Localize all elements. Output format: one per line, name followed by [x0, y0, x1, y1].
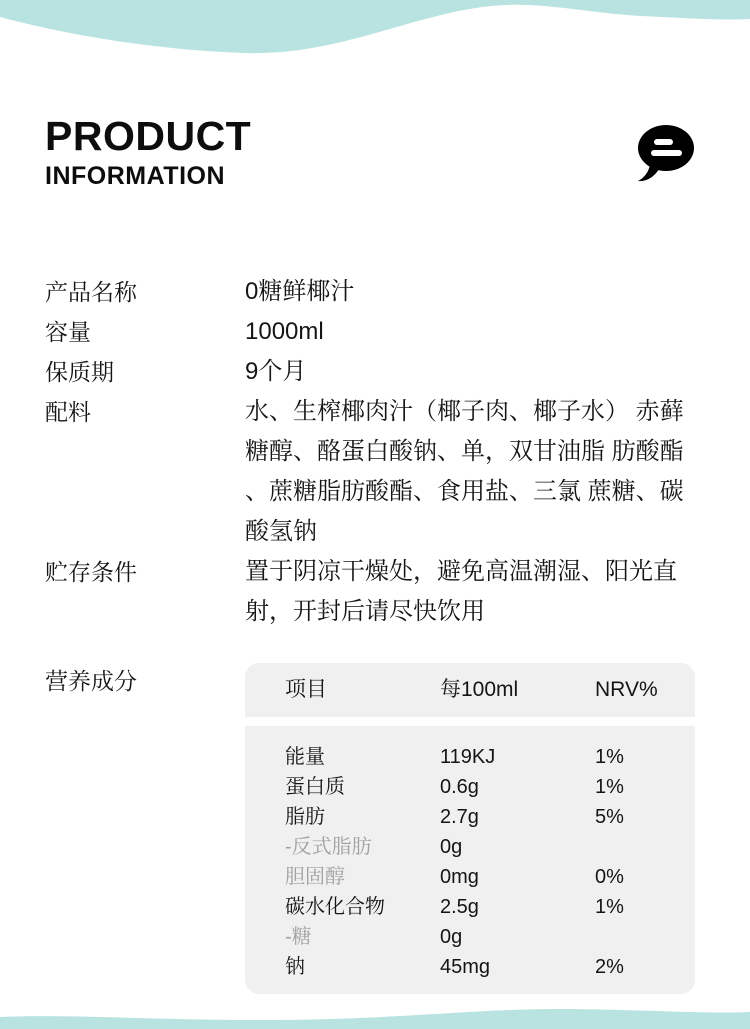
product-detail-row	[45, 352, 695, 392]
nutrition-item: 脂肪	[285, 806, 325, 828]
column-header-per100ml: 每100ml	[440, 678, 519, 701]
nutrition-row	[285, 862, 695, 892]
nutrition-row	[285, 832, 695, 862]
nutrition-item: 胆固醇	[285, 866, 345, 888]
nutrition-nrv	[595, 832, 695, 862]
nutrition-per100ml: 2.7g	[440, 806, 479, 828]
nutrition-table	[245, 663, 695, 994]
nutrition-nrv: 2%	[595, 956, 624, 978]
detail-label: 贮存条件	[45, 559, 137, 585]
nutrition-section	[45, 663, 695, 994]
nutrition-nrv	[595, 922, 695, 952]
nutrition-nrv: 1%	[595, 776, 624, 798]
nutrition-item: 蛋白质	[285, 776, 345, 798]
product-detail-row	[45, 552, 695, 632]
column-header-item: 项目	[285, 678, 327, 701]
nutrition-item: -糖	[285, 926, 312, 948]
product-detail-row	[45, 392, 695, 552]
column-header-nrv: NRV%	[595, 678, 658, 701]
product-details	[45, 272, 695, 632]
page-title: PRODUCT	[45, 113, 252, 159]
nutrition-row	[285, 922, 695, 952]
page-subtitle: INFORMATION	[45, 162, 226, 191]
nutrition-nrv: 1%	[595, 746, 624, 768]
detail-value: 9个月	[245, 358, 307, 385]
detail-value: 1000ml	[245, 318, 324, 345]
top-wave-decoration	[0, 0, 750, 62]
nutrition-nrv: 5%	[595, 806, 624, 828]
nutrition-per100ml: 119KJ	[440, 746, 496, 768]
nutrition-item: 钠	[285, 956, 305, 978]
nutrition-per100ml: 0g	[440, 926, 463, 948]
nutrition-row	[285, 952, 695, 982]
nutrition-row	[285, 802, 695, 832]
nutrition-per100ml: 0g	[440, 836, 463, 858]
detail-label: 保质期	[45, 359, 114, 385]
nutrition-per100ml: 0mg	[440, 866, 479, 888]
nutrition-nrv: 0%	[595, 866, 624, 888]
product-detail-row	[45, 312, 695, 352]
detail-label: 产品名称	[45, 279, 137, 305]
nutrition-per100ml: 45mg	[440, 956, 491, 978]
bottom-wave-decoration	[0, 1005, 750, 1029]
speech-bubble-icon	[636, 124, 698, 186]
nutrition-per100ml: 0.6g	[440, 776, 479, 798]
detail-value: 水、生榨椰肉汁（椰子肉、椰子水） 赤藓糖醇、酪蛋白酸钠、单，双甘油脂 肪酸酯、蔗糖脂肪酸酯、食用盐、三氯 蔗糖、碳酸氢钠	[245, 398, 684, 545]
nutrition-row	[285, 772, 695, 802]
nutrition-item: 能量	[285, 746, 325, 768]
nutrition-table-body	[245, 726, 695, 994]
nutrition-item: 碳水化合物	[285, 896, 385, 918]
detail-label: 容量	[45, 319, 91, 345]
detail-value: 0糖鲜椰汁	[245, 278, 355, 305]
nutrition-table-header	[245, 663, 695, 717]
product-detail-row	[45, 272, 695, 312]
detail-label: 配料	[45, 399, 91, 425]
nutrition-item: -反式脂肪	[285, 836, 372, 858]
nutrition-section-label: 营养成分	[45, 668, 137, 694]
nutrition-per100ml: 2.5g	[440, 896, 479, 918]
nutrition-row	[285, 892, 695, 922]
detail-value: 置于阴凉干燥处，避免高温潮湿、阳光直射，开封后请尽快饮用	[245, 558, 677, 625]
nutrition-nrv: 1%	[595, 896, 624, 918]
page-title-block	[45, 114, 251, 191]
nutrition-row	[285, 742, 695, 772]
